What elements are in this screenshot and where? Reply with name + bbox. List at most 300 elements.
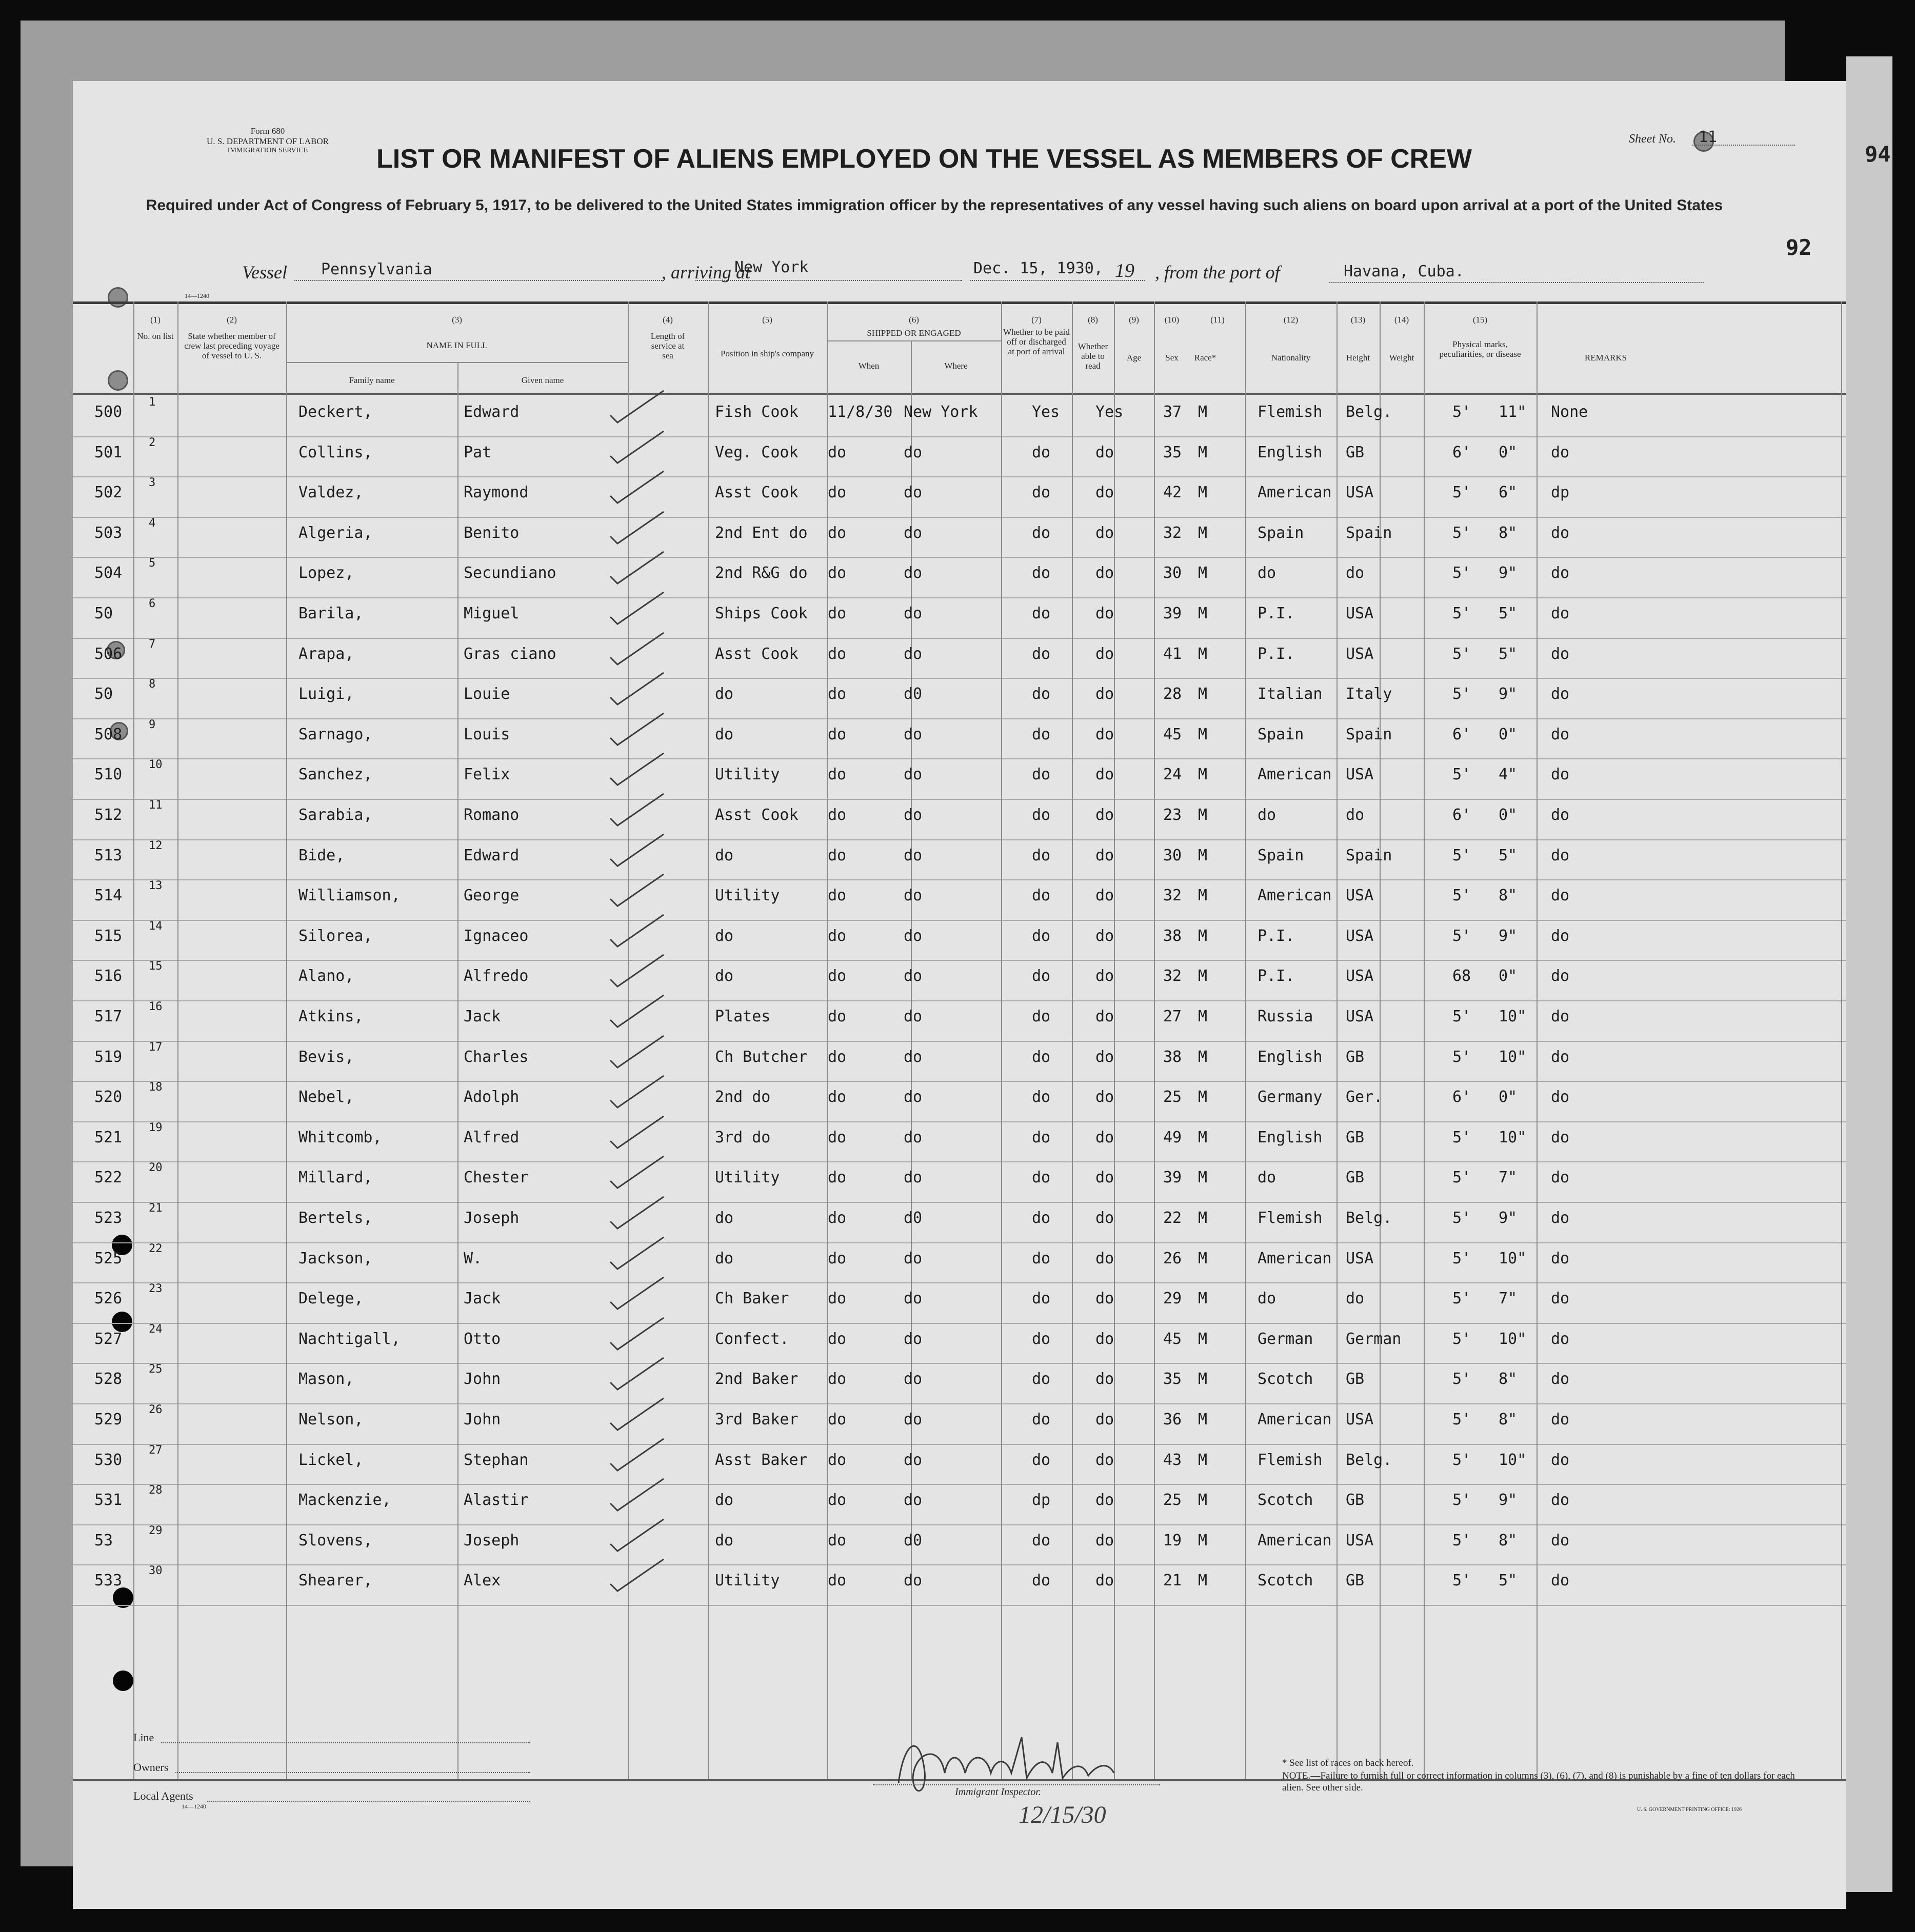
paid-off-cell: do (1032, 1088, 1051, 1106)
vessel-underline (294, 280, 664, 281)
nationality-cell: USA (1346, 1411, 1374, 1428)
margin-number-cell: 514 (94, 887, 123, 905)
given-name-cell: Alfred (464, 1128, 520, 1146)
row-number-cell: 25 (149, 1363, 163, 1376)
sex-cell: M (1198, 1411, 1208, 1428)
where-header: Where (944, 361, 968, 371)
paid-off-cell: do (1032, 806, 1051, 824)
able-to-read-cell: do (1095, 1249, 1114, 1267)
shipped-where-cell: do (904, 1008, 923, 1025)
row-number-cell: 2 (149, 436, 156, 449)
margin-number-cell: 527 (94, 1330, 123, 1348)
physical-marks-cell: do (1551, 1290, 1570, 1308)
table-row (73, 1401, 1846, 1442)
table-row (73, 716, 1846, 757)
shipped-where-cell: do (904, 1330, 923, 1348)
position-cell: Confect. (715, 1330, 789, 1348)
nationality-cell: USA (1346, 887, 1374, 905)
weight-cell: 8" (1499, 1370, 1518, 1388)
race-cell: English (1258, 1128, 1323, 1146)
position-cell: 3rd Baker (715, 1411, 799, 1428)
able-to-read-cell: do (1095, 806, 1114, 824)
weight-cell: 9" (1499, 1209, 1518, 1227)
age-cell: 21 (1163, 1572, 1182, 1590)
shipped-where-cell: do (904, 725, 923, 743)
nationality-cell: GB (1346, 1370, 1365, 1388)
service-check-mark (606, 590, 668, 627)
sheet-number: 11 (1699, 128, 1718, 146)
position-cell: Asst Baker (715, 1451, 808, 1469)
given-name-cell: Alfredo (464, 967, 529, 985)
position-cell: Ch Butcher (715, 1048, 808, 1066)
sex-cell: M (1198, 1128, 1208, 1146)
table-row (73, 1200, 1846, 1240)
table-row (73, 1079, 1846, 1119)
paid-off-cell: do (1032, 927, 1051, 945)
table-row (73, 1442, 1846, 1482)
margin-number-cell: 516 (94, 967, 123, 985)
col11-num: (11) (1210, 315, 1225, 325)
weight-cell: 10" (1499, 1249, 1527, 1267)
service-check-mark (606, 1154, 668, 1191)
family-name-cell: Collins, (298, 443, 373, 461)
physical-marks-cell: do (1551, 1008, 1570, 1025)
margin-number-cell: 50 (94, 685, 113, 703)
physical-marks-cell: do (1551, 967, 1570, 985)
age-cell: 22 (1163, 1209, 1182, 1227)
physical-marks-cell: do (1551, 1249, 1570, 1267)
sex-cell: M (1198, 645, 1208, 663)
age-cell: 27 (1163, 1008, 1182, 1025)
table-row (73, 877, 1846, 918)
table-row (73, 1361, 1846, 1401)
printer-imprint: U. S. GOVERNMENT PRINTING OFFICE: 1926 (1637, 1807, 1742, 1813)
family-name-cell: Shearer, (298, 1572, 373, 1590)
service-check-mark (606, 1557, 668, 1594)
physical-marks-cell: do (1551, 1531, 1570, 1549)
page-mark-right: 92 (1786, 235, 1812, 260)
sex-cell: M (1198, 806, 1208, 824)
nationality-cell: Spain (1346, 725, 1392, 743)
able-to-read-cell: do (1095, 645, 1114, 663)
family-name-cell: Nelson, (298, 1411, 364, 1428)
physical-marks-cell: do (1551, 1411, 1570, 1428)
position-cell: Utility (715, 1572, 780, 1590)
shipped-where-cell: do (904, 967, 923, 985)
shipped-where-cell: do (904, 1169, 923, 1187)
age-cell: 24 (1163, 766, 1182, 784)
height-cell: 5' (1452, 1128, 1471, 1146)
service-check-mark (606, 993, 668, 1030)
given-name-cell: Joseph (464, 1531, 520, 1549)
table-row (73, 474, 1846, 515)
able-to-read-cell: Yes (1095, 403, 1124, 421)
physical-marks-cell: None (1551, 403, 1588, 421)
weight-cell: 5" (1499, 645, 1518, 663)
family-name-cell: Lopez, (298, 564, 354, 582)
weight-cell: 7" (1499, 1169, 1518, 1187)
shipped-where-cell: do (904, 927, 923, 945)
nationality-cell: USA (1346, 645, 1374, 663)
margin-number-cell: 520 (94, 1088, 123, 1106)
able-to-read-cell: do (1095, 1491, 1114, 1510)
service-check-mark (606, 1275, 668, 1312)
age-cell: 19 (1163, 1531, 1182, 1549)
col5-header: Position in ship's company (720, 349, 814, 358)
service-check-mark (606, 1477, 668, 1514)
row-number-cell: 24 (149, 1322, 163, 1336)
col14-header: Weight (1389, 353, 1414, 363)
shipped-when-cell: do (828, 1169, 847, 1187)
paid-off-cell: do (1032, 685, 1051, 703)
age-cell: 23 (1163, 806, 1182, 824)
given-name-cell: Edward (464, 403, 520, 421)
arrival-port: New York (734, 258, 809, 276)
row-number-cell: 29 (149, 1524, 163, 1537)
height-cell: 5' (1452, 524, 1471, 542)
given-name-cell: Pat (464, 443, 492, 461)
weight-cell: 0" (1499, 1088, 1518, 1106)
age-cell: 35 (1163, 1370, 1182, 1388)
table-row (73, 1321, 1846, 1361)
row-number-cell: 12 (149, 839, 163, 852)
agents-underline (207, 1801, 530, 1802)
margin-number-cell: 529 (94, 1411, 123, 1428)
sex-cell: M (1198, 927, 1208, 945)
height-cell: 5' (1452, 685, 1471, 703)
weight-cell: 0" (1499, 967, 1518, 985)
height-cell: 68 (1452, 967, 1471, 985)
nationality-cell: GB (1346, 1169, 1365, 1187)
position-cell: Utility (715, 1169, 780, 1187)
from-label: , from the port of (1155, 262, 1280, 283)
physical-marks-cell: do (1551, 605, 1570, 622)
shipped-when-cell: do (828, 443, 847, 461)
service-check-mark (606, 1114, 668, 1151)
age-cell: 49 (1163, 1128, 1182, 1146)
sex-cell: M (1198, 1290, 1208, 1308)
shipped-where-cell: do (904, 1572, 923, 1590)
height-cell: 5' (1452, 1572, 1471, 1590)
shipped-when-cell: do (828, 806, 847, 824)
race-cell: Germany (1258, 1088, 1323, 1106)
sex-cell: M (1198, 1491, 1208, 1510)
family-name-cell: Valdez, (298, 484, 364, 502)
race-cell: Flemish (1258, 403, 1323, 421)
sex-cell: M (1198, 1048, 1208, 1066)
position-cell: Fish Cook (715, 403, 799, 421)
shipped-where-cell: do (904, 806, 923, 824)
service-check-mark (606, 953, 668, 990)
shipped-when-cell: do (828, 524, 847, 542)
given-name-cell: Romano (464, 806, 520, 824)
paid-off-cell: do (1032, 1330, 1051, 1348)
form-department: U. S. DEPARTMENT OF LABOR (207, 136, 329, 146)
table-row (73, 918, 1846, 958)
height-cell: 5' (1452, 605, 1471, 622)
weight-cell: 10" (1499, 1128, 1527, 1146)
physical-marks-cell: do (1551, 806, 1570, 824)
shipped-where-cell: do (904, 605, 923, 622)
margin-number-cell: 522 (94, 1169, 123, 1187)
family-name-cell: Mason, (298, 1370, 354, 1388)
height-cell: 5' (1452, 403, 1471, 421)
margin-number-cell: 503 (94, 524, 123, 542)
table-row (73, 797, 1846, 837)
service-check-mark (606, 1074, 668, 1111)
given-name-cell: Charles (464, 1048, 529, 1066)
shipped-when-cell: do (828, 1048, 847, 1066)
nationality-cell: USA (1346, 484, 1374, 502)
race-cell: Russia (1258, 1008, 1313, 1025)
col9-header: Age (1126, 353, 1142, 363)
sex-cell: M (1198, 564, 1208, 582)
nationality-cell: USA (1346, 1249, 1374, 1267)
physical-marks-cell: do (1551, 927, 1570, 945)
row-number-cell: 11 (149, 799, 163, 812)
race-cell: P.I. (1258, 927, 1295, 945)
position-cell: do (715, 725, 734, 743)
col3-num: (3) (452, 315, 462, 325)
service-check-mark (606, 1195, 668, 1232)
family-name-cell: Atkins, (298, 1008, 364, 1025)
margin-number-cell: 510 (94, 766, 123, 784)
shipped-when-cell: do (828, 887, 847, 905)
service-check-mark (606, 1316, 668, 1353)
margin-number-cell: 512 (94, 806, 123, 824)
sex-cell: M (1198, 967, 1208, 985)
shipped-when-cell: do (828, 967, 847, 985)
row-number-cell: 1 (149, 396, 156, 409)
sheet-label: Sheet No. (1629, 132, 1676, 146)
race-cell: do (1258, 1169, 1276, 1187)
table-row (73, 756, 1846, 797)
age-cell: 25 (1163, 1491, 1182, 1510)
margin-number-cell: 530 (94, 1451, 123, 1469)
departure-port: Havana, Cuba. (1344, 263, 1464, 280)
margin-number-cell: 526 (94, 1290, 123, 1308)
nationality-cell: Belg. (1346, 403, 1392, 421)
sex-cell: M (1198, 1169, 1208, 1187)
family-name-cell: Sarnago, (298, 725, 373, 743)
family-name-cell: Luigi, (298, 685, 354, 703)
height-cell: 5' (1452, 1169, 1471, 1187)
paid-off-cell: do (1032, 1411, 1051, 1428)
shipped-when-cell: do (828, 1411, 847, 1428)
weight-cell: 10" (1499, 1451, 1527, 1469)
paid-off-cell: do (1032, 1169, 1051, 1187)
family-name-cell: Bide, (298, 846, 345, 864)
shipped-when-cell: do (828, 484, 847, 502)
sex-cell: M (1198, 443, 1208, 461)
nationality-cell: GB (1346, 1572, 1365, 1590)
owners-label: Owners (133, 1761, 169, 1774)
age-cell: 36 (1163, 1411, 1182, 1428)
row-number-cell: 18 (149, 1081, 163, 1094)
height-cell: 5' (1452, 1008, 1471, 1025)
col1-header: No. on list (137, 331, 174, 341)
physical-marks-cell: do (1551, 1088, 1570, 1106)
able-to-read-cell: do (1095, 967, 1114, 985)
position-cell: 2nd do (715, 1088, 771, 1106)
given-name-cell: Gras ciano (464, 645, 556, 663)
nationality-cell: do (1346, 564, 1365, 582)
paid-off-cell: do (1032, 524, 1051, 542)
physical-marks-cell: dp (1551, 484, 1570, 502)
shipped-where-cell: do (904, 1411, 923, 1428)
physical-marks-cell: do (1551, 887, 1570, 905)
weight-cell: 10" (1499, 1048, 1527, 1066)
sex-cell: M (1198, 1451, 1208, 1469)
race-cell: American (1258, 887, 1332, 905)
height-cell: 6' (1452, 725, 1471, 743)
shipped-where-cell: New York (904, 403, 978, 421)
race-cell: do (1258, 806, 1276, 824)
sex-cell: M (1198, 605, 1208, 622)
paid-off-cell: do (1032, 846, 1051, 864)
age-cell: 28 (1163, 685, 1182, 703)
table-row (73, 595, 1846, 636)
shipped-when-cell: do (828, 605, 847, 622)
line-label: Line (133, 1731, 154, 1744)
col10-header: Sex (1165, 353, 1179, 363)
physical-marks-cell: do (1551, 1572, 1570, 1590)
age-cell: 35 (1163, 443, 1182, 461)
given-name-cell: W. (464, 1249, 483, 1267)
age-cell: 41 (1163, 645, 1182, 663)
table-row (73, 1522, 1846, 1563)
race-cell: P.I. (1258, 967, 1295, 985)
row-number-cell: 8 (149, 678, 156, 691)
position-cell: 3rd do (715, 1128, 771, 1146)
able-to-read-cell: do (1095, 725, 1114, 743)
service-check-mark (606, 1517, 668, 1554)
race-cell: Spain (1258, 725, 1304, 743)
service-check-mark (606, 671, 668, 708)
shipped-where-cell: do (904, 564, 923, 582)
physical-marks-cell: do (1551, 1169, 1570, 1187)
family-name-cell: Deckert, (298, 403, 373, 421)
family-name-cell: Jackson, (298, 1249, 373, 1267)
vessel-name: Pennsylvania (321, 260, 432, 278)
position-cell: 2nd Ent do (715, 524, 808, 542)
race-cell: Spain (1258, 846, 1304, 864)
able-to-read-cell: do (1095, 887, 1114, 905)
physical-marks-cell: do (1551, 685, 1570, 703)
paid-off-cell: do (1032, 645, 1051, 663)
table-row (73, 555, 1846, 595)
margin-number-cell: 513 (94, 846, 123, 864)
paid-off-cell: do (1032, 484, 1051, 502)
age-cell: 42 (1163, 484, 1182, 502)
age-cell: 26 (1163, 1249, 1182, 1267)
able-to-read-cell: do (1095, 1531, 1114, 1549)
paid-off-cell: do (1032, 1572, 1051, 1590)
paid-off-cell: do (1032, 1451, 1051, 1469)
family-name-cell: Barila, (298, 605, 364, 622)
given-name-header: Given name (521, 375, 564, 385)
age-cell: 30 (1163, 846, 1182, 864)
shipped-when-cell: do (828, 1249, 847, 1267)
age-cell: 45 (1163, 1330, 1182, 1348)
position-cell: do (715, 1249, 734, 1267)
table-row (73, 837, 1846, 878)
row-number-cell: 14 (149, 919, 163, 933)
family-name-cell: Sanchez, (298, 766, 373, 784)
agents-code: 14—1240 (182, 1803, 206, 1810)
service-check-mark (606, 913, 668, 950)
race-cell: English (1258, 443, 1323, 461)
form-service: IMMIGRATION SERVICE (227, 147, 308, 154)
height-cell: 5' (1452, 887, 1471, 905)
row-number-cell: 27 (149, 1443, 163, 1457)
col13-header: Height (1346, 353, 1370, 363)
nationality-cell: Spain (1346, 846, 1392, 864)
height-cell: 5' (1452, 564, 1471, 582)
margin-number-cell: 515 (94, 927, 123, 945)
year-label: 19 (1115, 260, 1134, 281)
able-to-read-cell: do (1095, 1169, 1114, 1187)
table-row (73, 1280, 1846, 1321)
height-cell: 6' (1452, 443, 1471, 461)
physical-marks-cell: do (1551, 1209, 1570, 1227)
row-number-cell: 10 (149, 758, 163, 772)
weight-cell: 0" (1499, 806, 1518, 824)
service-check-mark (606, 711, 668, 748)
row-number-cell: 3 (149, 476, 156, 490)
weight-cell: 11" (1499, 403, 1527, 421)
page-title: LIST OR MANIFEST OF ALIENS EMPLOYED ON THE VESSEL AS MEMBERS OF CREW (376, 144, 1472, 174)
physical-marks-cell: do (1551, 564, 1570, 582)
race-cell: Italian (1258, 685, 1323, 703)
row-number-cell: 16 (149, 1000, 163, 1013)
row-number-cell: 17 (149, 1040, 163, 1054)
given-name-cell: Felix (464, 766, 510, 784)
given-name-cell: Otto (464, 1330, 501, 1348)
paid-off-cell: dp (1032, 1491, 1051, 1510)
col8-num: (8) (1088, 315, 1098, 325)
sex-cell: M (1198, 403, 1208, 421)
table-row (73, 1119, 1846, 1160)
race-cell: do (1258, 1290, 1276, 1308)
manifest-sheet (73, 81, 1846, 1909)
height-cell: 5' (1452, 1531, 1471, 1549)
sex-cell: M (1198, 887, 1208, 905)
position-cell: do (715, 1531, 734, 1549)
shipped-when-cell: do (828, 846, 847, 864)
service-check-mark (606, 469, 668, 506)
paid-off-cell: do (1032, 887, 1051, 905)
nationality-cell: USA (1346, 605, 1374, 622)
shipped-when-cell: do (828, 1572, 847, 1590)
table-row (73, 636, 1846, 676)
physical-marks-cell: do (1551, 1491, 1570, 1510)
row-number-cell: 9 (149, 718, 156, 731)
service-check-mark (606, 1034, 668, 1071)
shipped-when-cell: do (828, 1209, 847, 1227)
race-cell: American (1258, 484, 1332, 502)
race-cell: Flemish (1258, 1209, 1323, 1227)
margin-number-cell: 517 (94, 1008, 123, 1025)
race-cell: Flemish (1258, 1451, 1323, 1469)
margin-number-cell: 525 (94, 1249, 123, 1267)
margin-number-cell: 504 (94, 564, 123, 582)
paid-off-cell: do (1032, 1290, 1051, 1308)
age-cell: 25 (1163, 1088, 1182, 1106)
weight-cell: 10" (1499, 1330, 1527, 1348)
given-name-cell: John (464, 1411, 501, 1428)
family-name-cell: Arapa, (298, 645, 354, 663)
